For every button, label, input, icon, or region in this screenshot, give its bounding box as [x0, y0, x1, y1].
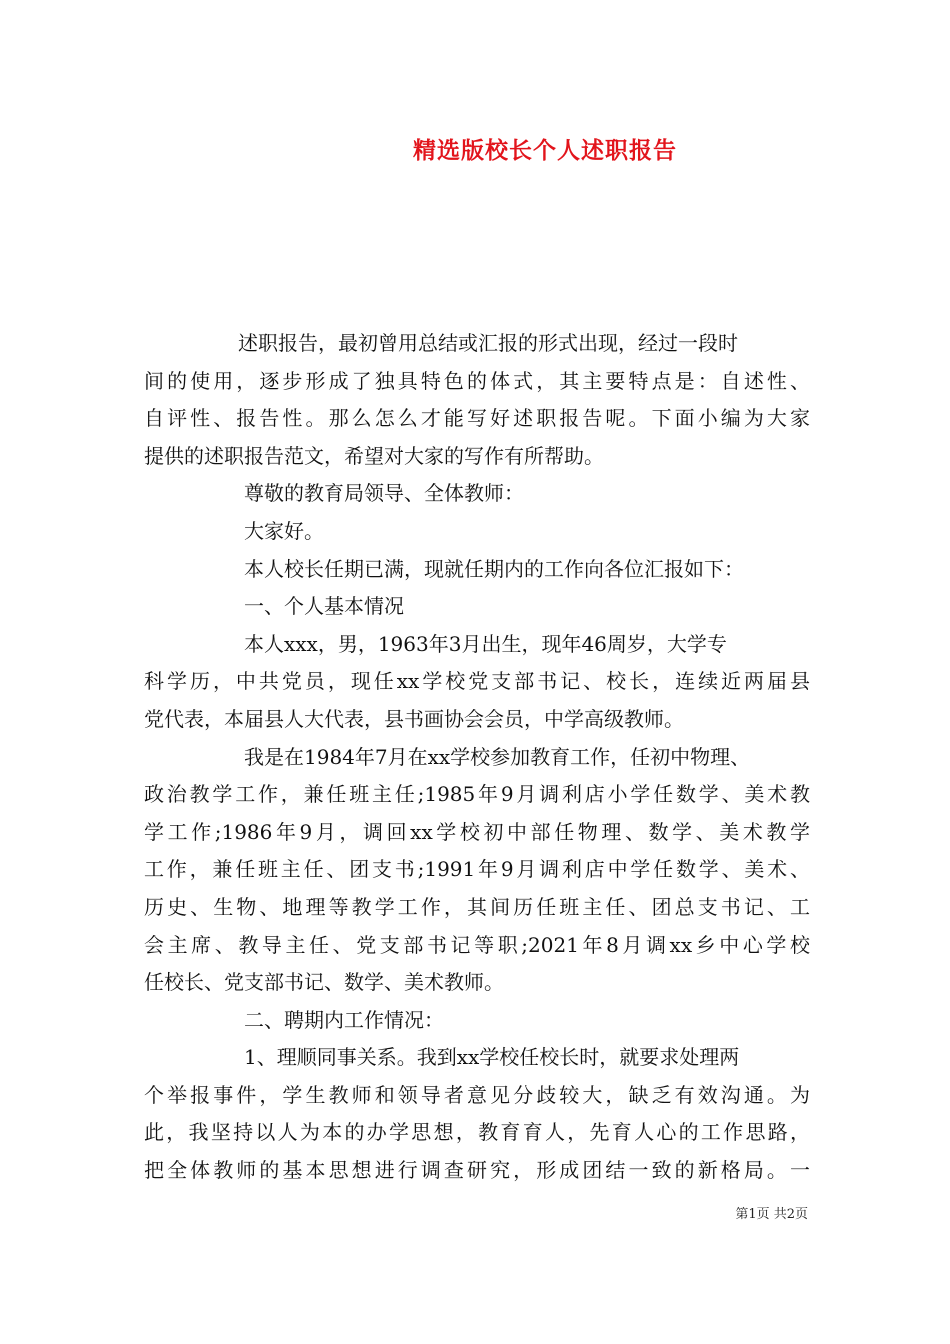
- paragraph-line: 把全体教师的基本思想进行调查研究，形成团结一致的新格局。一: [144, 1158, 810, 1183]
- paragraph-line: 此，我坚持以人为本的办学思想，教育育人，先育人心的工作思路，: [144, 1120, 810, 1145]
- salutation: 尊敬的教育局领导、全体教师：: [244, 481, 524, 506]
- paragraph-line: 提供的述职报告范文，希望对大家的写作有所帮助。: [144, 443, 604, 468]
- paragraph-line: 政治教学工作，兼任班主任;1985年9月调利店小学任数学、美术教: [144, 782, 810, 807]
- paragraph-line: 学工作;1986年9月，调回xx学校初中部任物理、数学、美术教学: [144, 819, 810, 844]
- section-heading: 二、聘期内工作情况：: [244, 1007, 444, 1032]
- section-heading: 一、个人基本情况: [244, 594, 404, 619]
- paragraph-line: 1、理顺同事关系。我到xx学校任校长时，就要求处理两: [244, 1045, 740, 1070]
- paragraph-line: 述职报告，最初曾用总结或汇报的形式出现，经过一段时: [238, 331, 738, 355]
- paragraph-line: 党代表，本届县人大代表，县书画协会会员，中学高级教师。: [144, 706, 684, 731]
- paragraph-line: 任校长、党支部书记、数学、美术教师。: [144, 970, 504, 995]
- page-number-footer: 第1页 共2页: [735, 1207, 808, 1222]
- paragraph-line: 自评性、报告性。那么怎么才能写好述职报告呢。下面小编为大家: [144, 406, 810, 431]
- paragraph-line: 历史、生物、地理等教学工作，其间历任班主任、团总支书记、工: [144, 894, 810, 919]
- paragraph-line: 间的使用，逐步形成了独具特色的体式，其主要特点是：自述性、: [144, 368, 810, 393]
- paragraph-line: 本人校长任期已满，现就任期内的工作向各位汇报如下：: [244, 556, 744, 581]
- paragraph-line: 个举报事件，学生教师和领导者意见分歧较大，缺乏有效沟通。为: [144, 1082, 810, 1107]
- paragraph-line: 工作，兼任班主任、团支书;1991年9月调利店中学任数学、美术、: [144, 857, 810, 882]
- document-title: 精选版校长个人述职报告: [413, 137, 677, 164]
- greeting: 大家好。: [244, 518, 324, 543]
- paragraph-line: 我是在1984年7月在xx学校参加教育工作，任初中物理、: [244, 744, 751, 769]
- paragraph-line: 本人xxx，男，1963年3月出生，现年46周岁，大学专: [244, 631, 727, 656]
- paragraph-line: 科学历，中共党员，现任xx学校党支部书记、校长，连续近两届县: [144, 669, 810, 694]
- document-body: [144, 325, 810, 1190]
- paragraph-line: 会主席、教导主任、党支部书记等职;2021年8月调xx乡中心学校: [144, 932, 810, 957]
